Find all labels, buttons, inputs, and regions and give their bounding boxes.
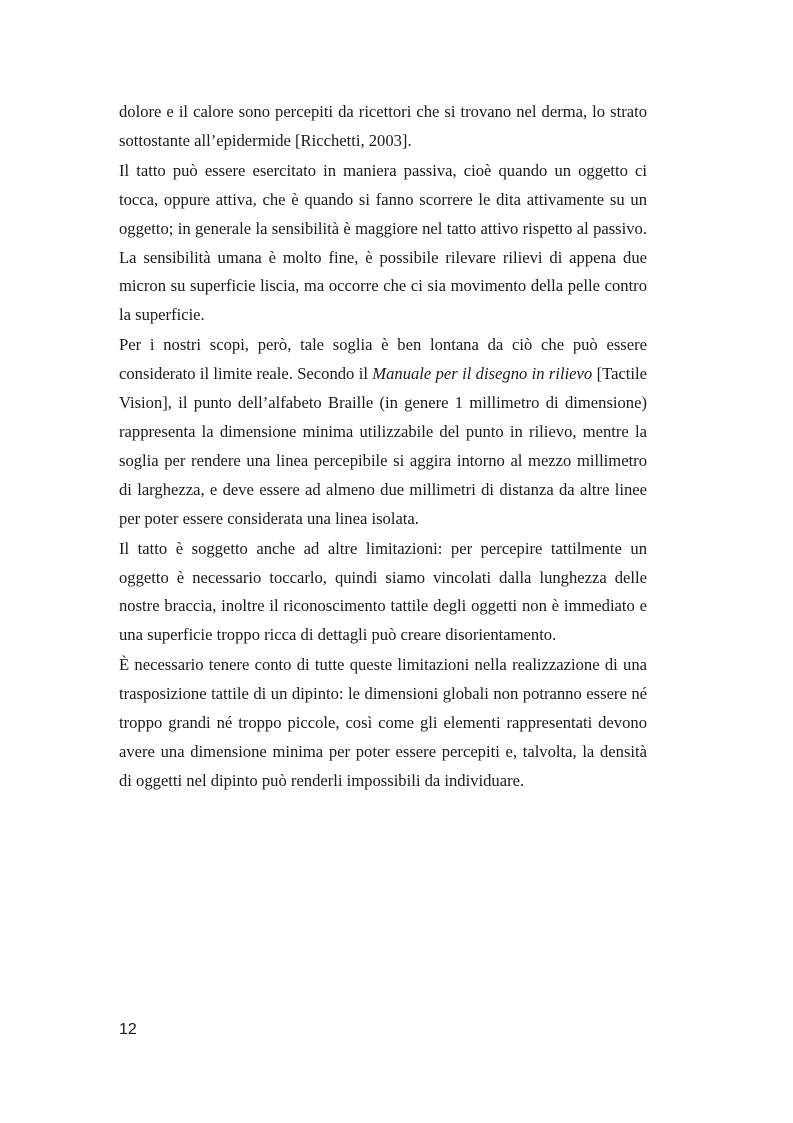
- paragraph-2: Il tatto può essere esercitato in maniera passiva, cioè quando un oggetto ci tocca, oppure attiva, che è quando si fanno scorrere le dita attivamente su un oggetto; in generale la sensibilità è maggiore nel tatto attivo rispetto al passivo. La sensibilità umana è molto fine, è possibile rilevare rilievi di appena due micron su superficie liscia, ma occorre che ci sia movimento della pelle contro la superficie.: [119, 160, 647, 325]
- paragraph-1: dolore e il calore sono percepiti da ricettori che si trovano nel derma, lo strato sottostante all’epidermide [Ricchetti, 2003].: [119, 102, 647, 150]
- paragraph-5: È necessario tenere conto di tutte queste limitazioni nella realizzazione di una trasposizione tattile di un dipinto: le dimensioni globali non potranno essere né troppo grandi né troppo piccole, così come gli elementi rappresentati devono avere una dimensione minima per poter essere percepiti e, talvolta, la densità di oggetti nel dipinto può renderli impossibili da individuare.: [119, 655, 647, 790]
- body-text: [119, 98, 647, 797]
- paragraph-4: Il tatto è soggetto anche ad altre limitazioni: per percepire tattilmente un oggetto è necessario toccarlo, quindi siamo vincolati dalla lunghezza delle nostre braccia, inoltre il riconoscimento tattile degli oggetti non è immediato e una superficie troppo ricca di dettagli può creare disorientamento.: [119, 538, 647, 645]
- cited-title: Manuale per il disegno in rilievo: [372, 364, 593, 384]
- paragraph-3-part-1: Per i nostri scopi, però, tale soglia è ben lontana da ciò che può essere considerato il limite reale. Secondo il: [119, 335, 647, 384]
- paragraph-3: [119, 331, 647, 533]
- page-number: 12: [119, 1021, 137, 1038]
- paragraph-3-part-2: [Tactile Vision], il punto dell’alfabeto Braille (in genere 1 millimetro di dimensione) rappresenta la dimensione minima utilizzabile del punto in rilievo, mentre la soglia per rendere una linea percepibile si aggira intorno al mezzo millimetro di larghezza, e deve essere ad almeno due millimetri di distanza da altre linee per poter essere considerata una linea isolata.: [119, 364, 647, 528]
